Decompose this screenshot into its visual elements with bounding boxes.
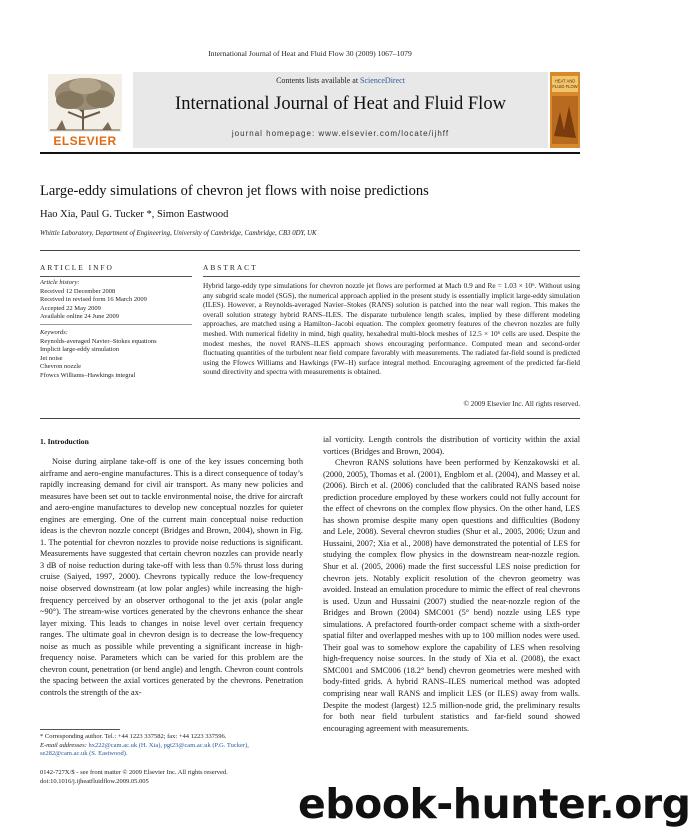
history-item: Received 12 December 2008 [40, 287, 116, 295]
section-heading-introduction: 1. Introduction [40, 437, 89, 446]
corresponding-author-note: * Corresponding author. Tel.: +44 1223 337582; fax: +44 1223 337596. [40, 733, 227, 740]
article-title: Large-eddy simulations of chevron jet flows with noise predictions [40, 183, 429, 199]
header-divider [40, 250, 580, 251]
intro-right-paragraph: Chevron RANS solutions have been performed by Kenzakowski et al. (2000, 2005), Thomas et al. (2001), Engblom et al. (2004), and Massey et al. (2006). Birch et al. (2006) concluded that the calibrated RANS based noise prediction procedure employed by these workers could not fully account for the effect of chevrons on the complex flow physics. On the other hand, LES has shown promise despite many open questions and difficulties (Bodony and Lele, 2008). Several chevron studies (Shur et al., 2005, 2006; Uzun and Hussaini, 2007; Xia et al., 2008) have demonstrated the potential of LES for studying the complex flow physics in the downstream near-nozzle region. Shur et al. (2005, 2006) made the first successful LES noise prediction for chevron jets. Notably explicit resolution of the chevron geometry was avoided. Instead an emulation procedure to mimic the effect of real chevrons is used. Uzun and Hussaini (2007) studied the near-nozzle region of the Bridges and Brown (2004) SMC001 (5° bend) nozzle using LES type simulations. A prefactored fourth-order compact scheme with a sixth-order spatial filter and overlapped meshes with up to 100 million nodes were used. Their goal was to somehow explore the capability of LES when resolving high-frequency noise sources. In the study of Xia et al. (2008), the exact SMC001 and SMC006 (18.2° bend) chevron geometries were meshed with body-fitted grids. A hybrid RANS–ILES numerical method was adopted comprising near wall RANS and implicit LES (or ILES) away from walls. Despite the modest (largest) 12.5 million-node grid, the preliminary results for both near field turbulent statistics and far-field sound showed encouraging agreement with measurements. [323, 458, 580, 733]
sciencedirect-link[interactable]: ScienceDirect [360, 76, 405, 85]
intro-right-paragraph: ial vorticity. Length controls the distribution of vorticity within the axial vortices (Bridges and Brown, 2004). [323, 435, 580, 456]
abstract-text: Hybrid large-eddy type simulations for chevron nozzle jet flows are performed at Mach 0.9 and Re = 1.03 × 10⁶. Without using any subgrid scale model (SGS), the numerical approach applied in the present study is essentially implicit large-eddy simulation (ILES). However, a Reynolds-averaged Navier–Stokes (RANS) solution is patched into the near wall region. This makes the overall solution strategy hybrid RANS–ILES. The disparate turbulence length scales, implied by these different modeling approaches, are matched using a Hamilton–Jacobi equation. The complex geometry features of the chevron nozzles are fully meshed. With numerical fidelity in mind, high quality, hexahedral multi-block meshes of 12.5 × 10⁶ cells are used. Despite the modest meshes, the novel RANS–ILES approach shows encouraging performance. Computed mean and second-order fluctuating quantities of the turbulent near field compare favorably with measurements. The radiated far-field sound is predicted using the Ffowcs Williams and Hawkings (FW–H) surface integral method. Encouraging agreement of the predicted far-field sound directivity and spectra with measurements is obtained. [203, 281, 580, 377]
homepage-prefix: journal homepage: [231, 129, 319, 138]
email-label: E-mail addresses: [40, 741, 87, 749]
contents-line [133, 76, 548, 85]
article-info-rule [40, 276, 192, 277]
history-item: Received in revised form 16 March 2009 [40, 296, 147, 303]
intro-right-column [323, 434, 580, 734]
history-item: Available online 24 June 2009 [40, 313, 119, 320]
article-info-heading: ARTICLE INFO [40, 263, 114, 272]
keyword-item: Chevron nozzle [40, 363, 81, 370]
history-label: Article history: [40, 279, 80, 286]
keyword-item: Ffowcs Williams–Hawkings integral [40, 371, 136, 379]
journal-banner [40, 72, 580, 148]
keyword-item: Reynolds-averaged Navier–Stokes equations [40, 337, 157, 345]
homepage-link[interactable]: www.elsevier.com/locate/ijhff [318, 129, 450, 138]
keywords-label: Keywords: [40, 329, 68, 336]
email-link[interactable]: se282@cam.ac.uk (S. Eastwood). [40, 750, 128, 757]
banner-rule [40, 152, 580, 154]
intro-left-column: Noise during airplane take-off is one of the key issues concerning both airframe and aero-engine manufactures. This is a direct consequence of today’s rapidly increasing demand for civil air transport. As many new policies and measures have been set out to tackle environmental noise, the drive for aircraft and aero-engine manufactures to develop new conceptual nozzles for quieter engines are emerging. One of the current main conceptual noise reduction ideas is the chevron nozzle concept (Bridges and Brown, 2004), shown in Fig. 1. The potential for chevron nozzles to provide noise reductions is significant. Measurements have suggested that certain chevron nozzles can provide nearly 3 dB of noise reduction during take-off with less than 0.5% thrust loss during cruise (Saiyed, 1997, 2000). Chevrons typically reduce the low-frequency noise observed downstream (at low polar angles) while increasing the high-frequency perceived by an observer orthogonal to the jet axis (polar angle ~90°). The stream-wise vortices generated by the chevrons enhance the shear layer mixing. This leads to changes in noise level over certain frequency ranges. The ultimate goal in chevron design is to decrease the low-frequency noise as much as possible while preventing a significant increase in high-frequency noise. Parameters which can be varied for this problem are the chevron count, penetration (or bend angle) and length. Chevron count controls the spacing between the axial vortices generated by the chevrons. Penetration controls the strength of the ax- [40, 457, 303, 697]
abstract-heading: ABSTRACT [203, 263, 258, 272]
footnote-rule [40, 729, 120, 730]
cover-title-line-1: HEAT AND [554, 78, 576, 84]
copyright: © 2009 Elsevier Inc. All rights reserved. [463, 400, 580, 408]
issn-line: 0142-727X/$ - see front matter © 2009 Elsevier Inc. All rights reserved. [40, 769, 228, 776]
cover-title-line-2: FLUID FLOW [552, 84, 578, 89]
email-line-2 [40, 750, 303, 758]
journal-homepage [133, 129, 548, 138]
keyword-item: Implicit large-eddy simulation [40, 346, 119, 353]
body-divider [40, 418, 580, 419]
abstract-rule [203, 276, 580, 277]
history-item: Accepted 22 May 2009 [40, 304, 101, 312]
contents-prefix: Contents lists available at [276, 76, 361, 85]
email-links[interactable]: hx222@cam.ac.uk (H. Xia), pgt23@cam.ac.uk (P.G. Tucker), [88, 741, 249, 749]
keywords-rule [40, 324, 192, 325]
article-authors: Hao Xia, Paul G. Tucker *, Simon Eastwood [40, 209, 229, 220]
email-line [40, 742, 303, 750]
running-head: International Journal of Heat and Fluid Flow 30 (2009) 1067–1079 [208, 49, 412, 58]
affiliation: Whittle Laboratory, Department of Engineering, University of Cambridge, Cambridge, CB3 0DY, UK [40, 230, 317, 237]
journal-cover-thumbnail [550, 72, 580, 148]
keyword-item: Jet noise [40, 354, 63, 362]
elsevier-wordmark: ELSEVIER [53, 134, 117, 148]
watermark: ebook-hunter.org [298, 780, 690, 828]
doi-line[interactable]: doi:10.1016/j.ijheatfluidflow.2009.05.005 [40, 778, 149, 785]
journal-title: International Journal of Heat and Fluid Flow [175, 94, 506, 114]
